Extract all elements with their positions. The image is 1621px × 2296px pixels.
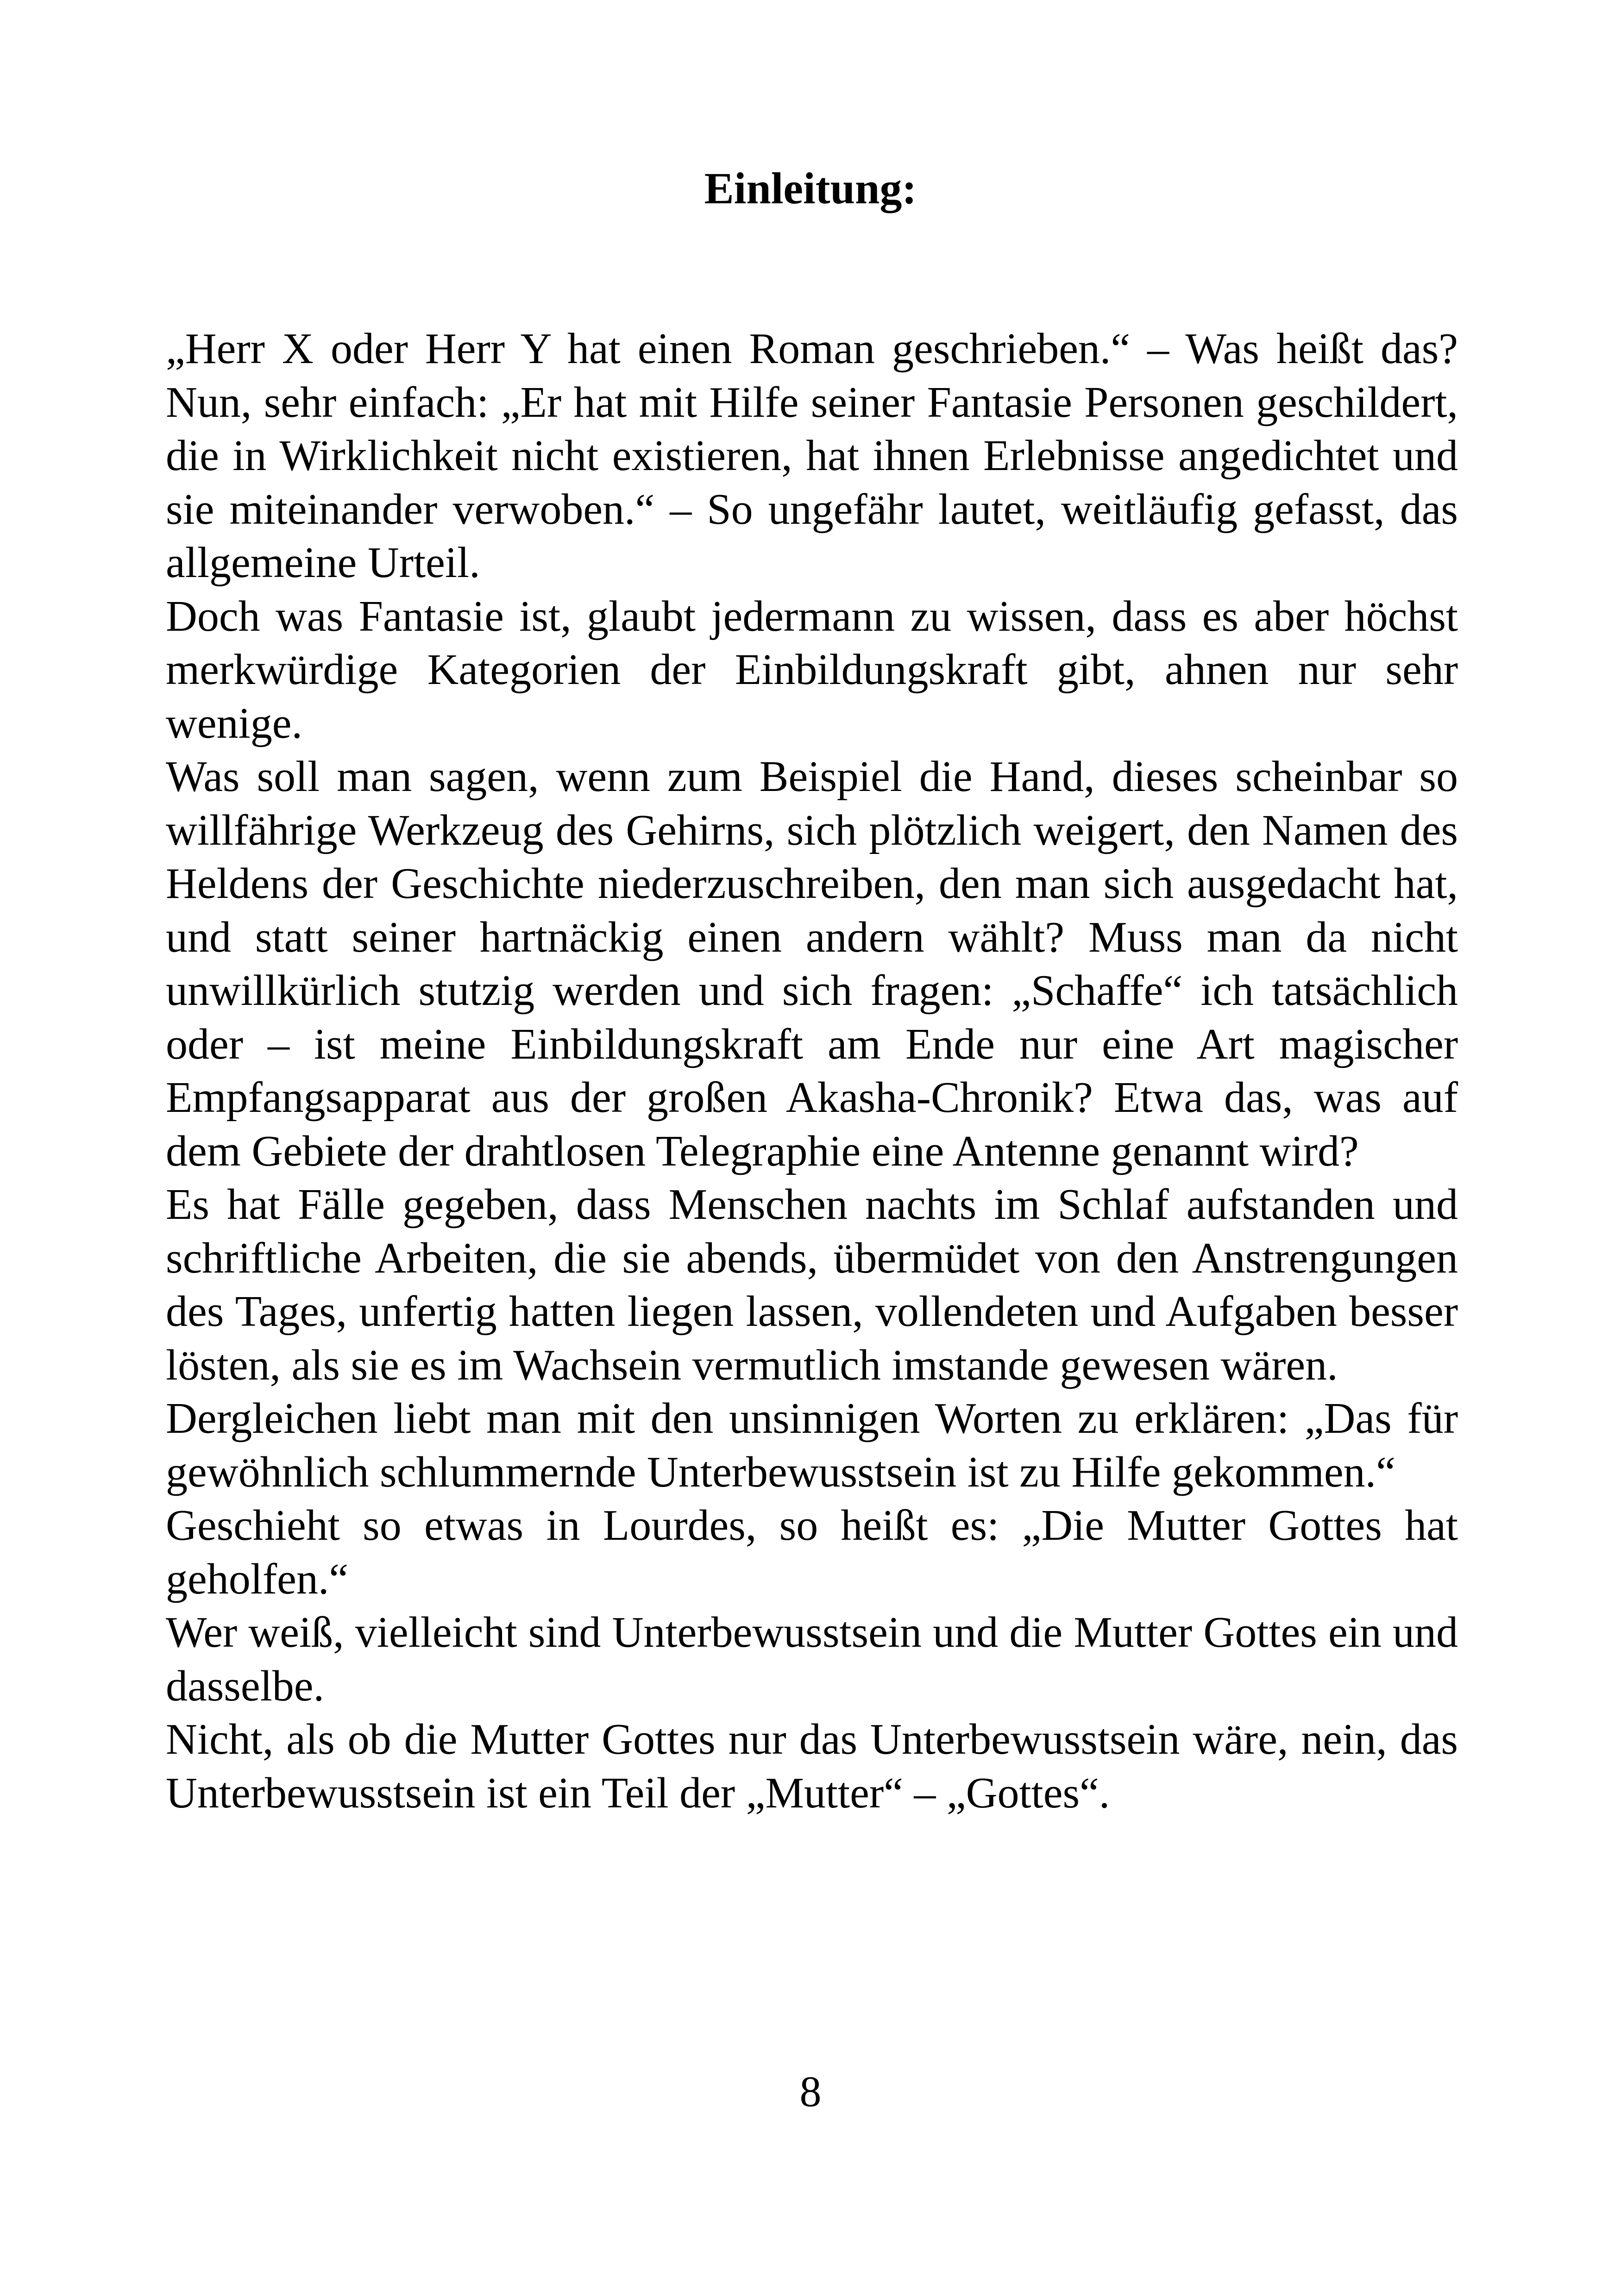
paragraph-8: Nicht, als ob die Mutter Gottes nur das Unterbewusstsein wäre, nein, das Unterbewusstsein ist ein Teil der „Mutter“ – „Gottes“.: [166, 1715, 1458, 1817]
body-text: [166, 322, 1458, 1820]
paragraph-3: Was soll man sagen, wenn zum Beispiel die Hand, dieses scheinbar so willfährige Werkzeug des Gehirns, sich plötzlich weigert, den Namen des Heldens der Geschichte niederzuschreiben, den man sich ausgedacht hat, und statt seiner hartnäckig einen andern wählt? Muss man da nicht unwillkürlich stutzig werden und sich fragen: „Schaffe“ ich tatsächlich oder – ist meine Einbildungskraft am Ende nur eine Art magischer Empfangsapparat aus der großen Akasha-Chronik? Etwa das, was auf dem Gebiete der drahtlosen Telegraphie eine Antenne genannt wird?: [166, 753, 1458, 1175]
paragraph-4: Es hat Fälle gegeben, dass Menschen nachts im Schlaf aufstanden und schriftliche Arbeiten, die sie abends, übermüdet von den Anstrengungen des Tages, unfertig hatten liegen lassen, vollendeten und Aufgaben besser lösten, als sie es im Wachsein vermutlich imstande gewesen wären.: [166, 1180, 1458, 1389]
chapter-heading: Einleitung:: [704, 163, 917, 213]
paragraph-6: Geschieht so etwas in Lourdes, so heißt es: „Die Mutter Gottes hat geholfen.“: [166, 1501, 1458, 1603]
paragraph-1: „Herr X oder Herr Y hat einen Roman geschrieben.“ – Was heißt das? Nun, sehr einfach: „Er hat mit Hilfe seiner Fantasie Personen geschildert, die in Wirklichkeit nicht existieren, hat ihnen Erlebnisse angedichtet und sie miteinander verwoben.“ – So ungefähr lautet, weitläufig gefasst, das allgemeine Urteil.: [166, 325, 1458, 587]
paragraph-2: Doch was Fantasie ist, glaubt jedermann zu wissen, dass es aber höchst merkwürdige Kategorien der Einbildungskraft gibt, ahnen nur sehr wenige.: [166, 592, 1458, 747]
page-number: 8: [799, 2068, 822, 2116]
paragraph-5: Dergleichen liebt man mit den unsinnigen Worten zu erklären: „Das für gewöhnlich schlummernde Unterbewusstsein ist zu Hilfe gekommen.“: [166, 1394, 1458, 1496]
paragraph-7: Wer weiß, vielleicht sind Unterbewusstsein und die Mutter Gottes ein und dasselbe.: [166, 1608, 1458, 1710]
